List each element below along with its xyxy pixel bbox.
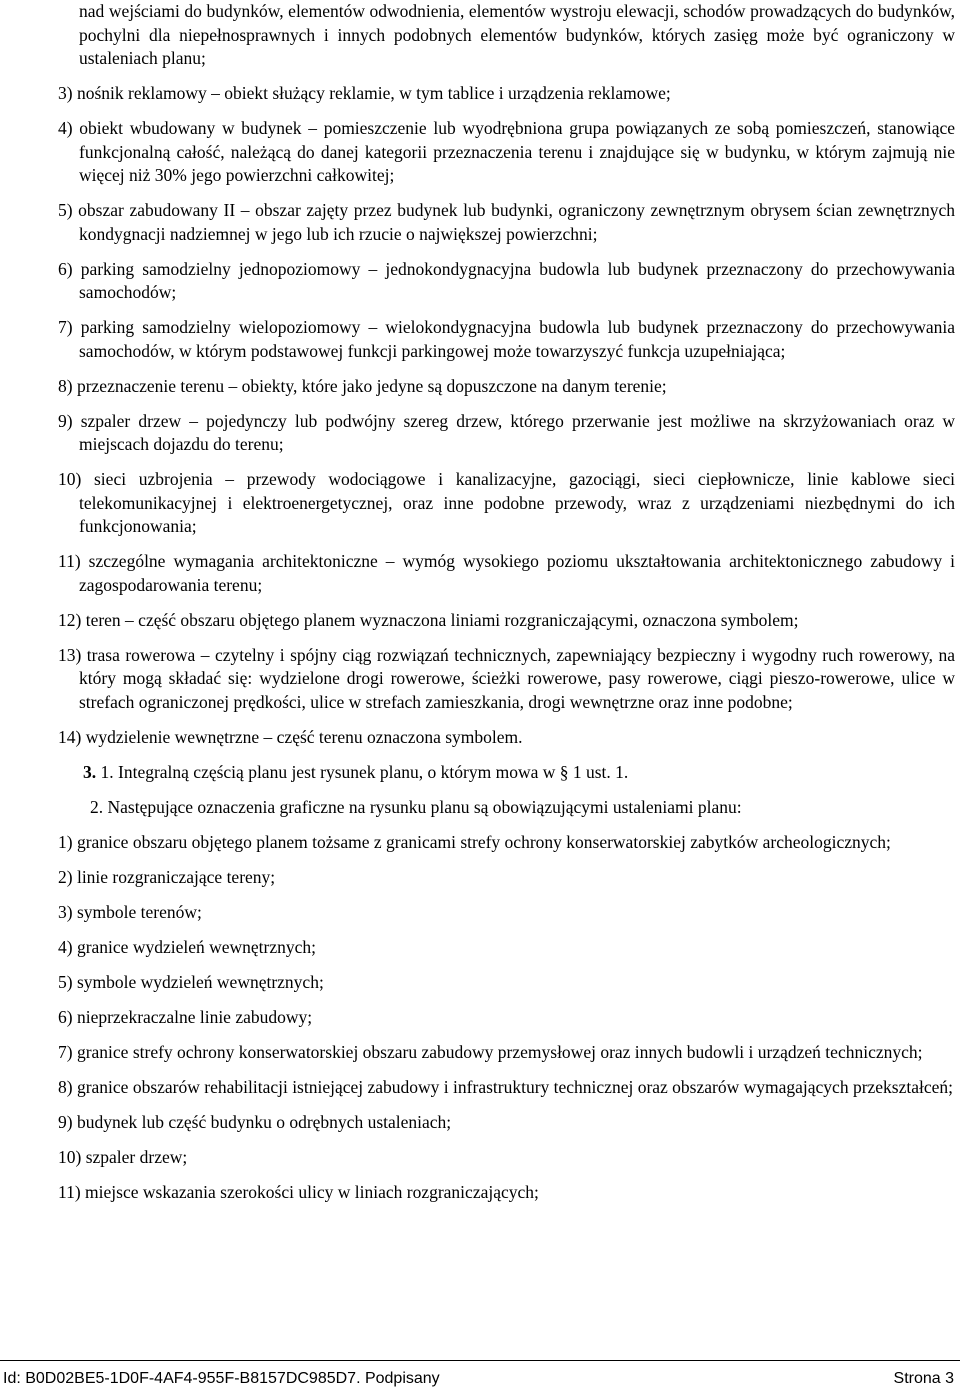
definition-item-8: 8) przeznaczenie terenu – obiekty, które jako jedyne są dopuszczone na danym terenie; — [58, 375, 667, 396]
marking-item-9: 9) budynek lub część budynku o odrębnych ustaleniach; — [58, 1111, 452, 1132]
definition-item-9: 9) szpaler drzew – pojedynczy lub podwójny szereg drzew, którego przerwanie jest możliwe na skrzyżowaniach oraz w miejscach dojazdu do terenu; — [58, 410, 955, 454]
section-number: 3. — [83, 761, 97, 782]
page-footer — [0, 1360, 960, 1392]
definition-item-11: 11) szczególne wymagania architektoniczne – wymóg wysokiego poziomu ukształtowania architektonicznego zabudowy i zagospodarowania terenu; — [58, 551, 955, 595]
marking-item-3: 3) symbole terenów; — [58, 901, 202, 922]
page-number: Strona 3 — [893, 1370, 954, 1387]
marking-item-6: 6) nieprzekraczalne linie zabudowy; — [58, 1006, 313, 1027]
document-id: Id: B0D02BE5-1D0F-4AF4-955F-B8157DC985D7. Podpisany — [3, 1370, 440, 1387]
section-3-paragraph-1 — [58, 761, 955, 785]
section-3-paragraph-2: 2. Następujące oznaczenia graficzne na rysunku planu są obowiązującymi ustaleniami planu: — [90, 796, 742, 817]
definition-item-13: 13) trasa rowerowa – czytelny i spójny ciąg rozwiązań technicznych, zapewniający bezpieczny i wygodny ruch rowerowy, na który mogą składać się: wydzielone drogi rowerowe, ścieżki rowerowe, pasy rowerowe, ciągi pieszo-rowerowe, ulice w strefach ograniczonej prędkości, ulice w strefach zamieszkania, drogi wewnętrzne oraz inne podobne; — [58, 644, 955, 712]
continuation-paragraph: nad wejściami do budynków, elementów odwodnienia, elementów wystroju elewacji, schodów prowadzących do budynków, pochylni dla niepełnosprawnych i innych podobnych elementów budynków, których zasięg może być ograniczony w ustaleniach planu; — [79, 1, 955, 68]
marking-item-7: 7) granice strefy ochrony konserwatorskiej obszaru zabudowy przemysłowej oraz innych budowli i urządzeń technicznych; — [58, 1041, 923, 1062]
marking-item-10: 10) szpaler drzew; — [58, 1146, 188, 1167]
marking-item-4: 4) granice wydzieleń wewnętrznych; — [58, 936, 317, 957]
marking-item-11: 11) miejsce wskazania szerokości ulicy w liniach rozgraniczających; — [58, 1181, 539, 1202]
definition-item-3: 3) nośnik reklamowy – obiekt służący reklamie, w tym tablice i urządzenia reklamowe; — [58, 83, 671, 103]
definition-item-12: 12) teren – część obszaru objętego planem wyznaczona liniami rozgraniczającymi, oznaczona symbolem; — [58, 609, 799, 630]
definition-item-5: 5) obszar zabudowany II – obszar zajęty przez budynek lub budynki, ograniczony zewnętrznym obrysem ścian zewnętrznych kondygnacji nadziemnej w jego lub ich rzucie o największej powierzchni; — [58, 200, 955, 244]
definition-item-7: 7) parking samodzielny wielopoziomowy – wielokondygnacyjna budowla lub budynek przeznaczony do przechowywania samochodów, w którym podstawowej funkcji parkingowej może towarzyszyć funkcja uzupełniająca; — [58, 317, 955, 361]
marking-item-5: 5) symbole wydzieleń wewnętrznych; — [58, 971, 324, 992]
marking-item-8: 8) granice obszarów rehabilitacji istniejącej zabudowy i infrastruktury technicznej oraz obszarów wymagających przekształceń; — [58, 1076, 954, 1097]
marking-item-1: 1) granice obszaru objętego planem tożsame z granicami strefy ochrony konserwatorskiej zabytków archeologicznych; — [58, 831, 891, 852]
definition-item-14: 14) wydzielenie wewnętrzne – część terenu oznaczona symbolem. — [58, 726, 523, 747]
definition-item-4: 4) obiekt wbudowany w budynek – pomieszczenie lub wyodrębniona grupa powiązanych ze sobą pomieszczeń, stanowiące funkcjonalną całość, należącą do danej kategorii przeznaczenia terenu i znajdujące się w budynku, w którym zajmują nie więcej niż 30% jego powierzchni całkowitej; — [58, 118, 955, 185]
section-3-para-1-text: 1. Integralną częścią planu jest rysunek planu, o którym mowa w § 1 ust. 1. — [96, 761, 629, 782]
definition-item-6: 6) parking samodzielny jednopoziomowy – jednokondygnacyjna budowla lub budynek przeznaczony do przechowywania samochodów; — [58, 258, 955, 302]
marking-item-2: 2) linie rozgraniczające tereny; — [58, 866, 276, 887]
document-body — [58, 0, 955, 1216]
definition-item-10: 10) sieci uzbrojenia – przewody wodociągowe i kanalizacyjne, gazociągi, sieci ciepłownicze, linie kablowe sieci telekomunikacyjnej i elektroenergetycznej, oraz inne podobne przewody, wraz z urządzeniami niezbędnymi do ich funkcjonowania; — [58, 469, 955, 536]
